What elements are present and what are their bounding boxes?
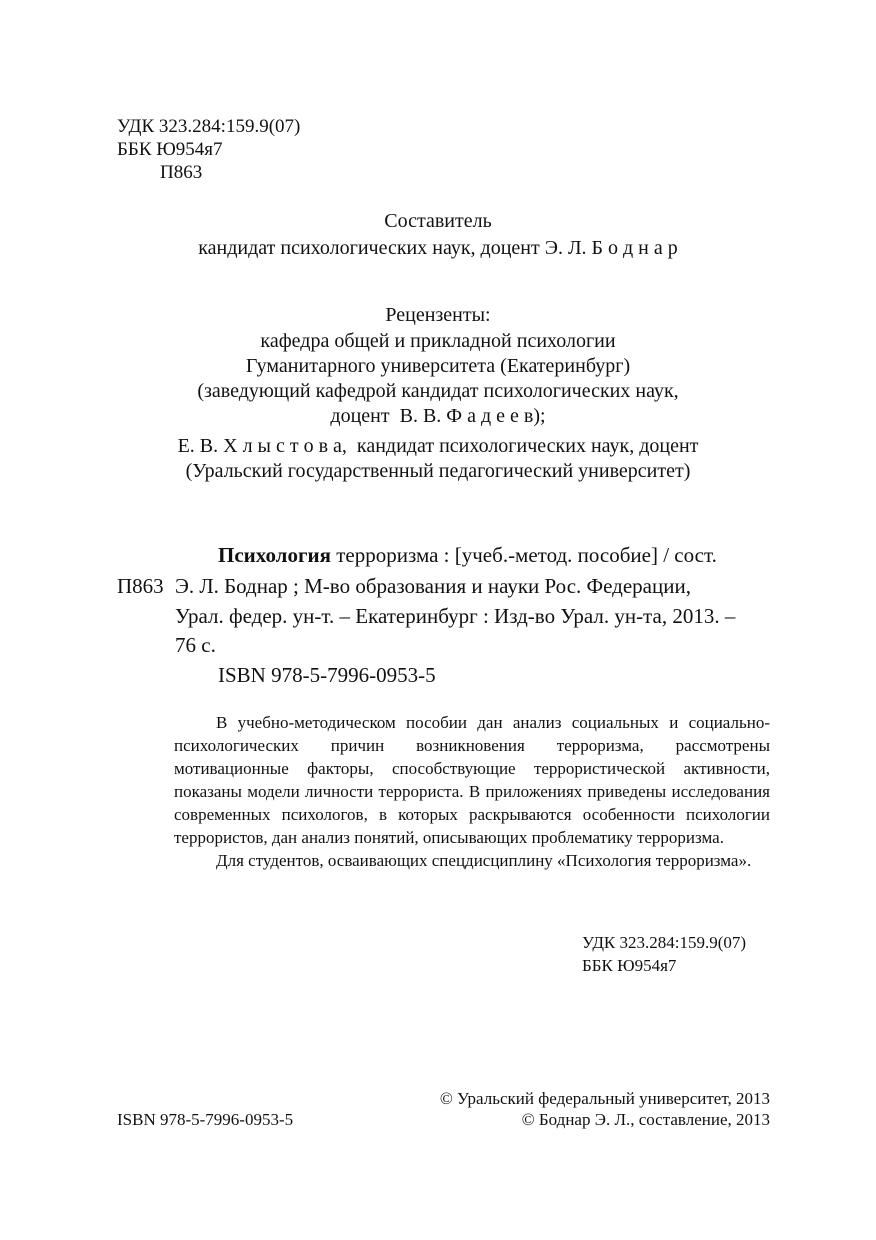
copyright-compiler: © Боднар Э. Л., составление, 2013 [521,1110,770,1129]
reviewer-line: Гуманитарного университета (Екатеринбург) [245,355,631,377]
bib-title-rest: терроризма : [учеб.-метод. пособие] / сост. [330,543,717,567]
reviewer-line: доцент В. В. Ф а д е е в); [330,405,546,427]
reviewer-line: кафедра общей и прикладной психологии [260,330,616,352]
bib-line-4: 76 с. [175,633,216,657]
reviewer-second-line: Е. В. Х л ы с т о в а, кандидат психологических наук, доцент [177,435,699,457]
bib-line-3: Урал. федер. ун-т. – Екатеринбург : Изд-во Урал. ун-та, 2013. – [175,604,736,628]
bib-isbn: ISBN 978-5-7996-0953-5 [218,663,436,687]
compiler-label: Составитель [384,210,492,232]
bib-line-1 [218,540,717,570]
reviewers-label: Рецензенты: [385,304,491,326]
footer-bbk-code: ББК Ю954я7 [582,956,677,975]
reviewer-second-line: (Уральский государственный педагогический университет) [185,460,691,482]
copyright-isbn: ISBN 978-5-7996-0953-5 [117,1110,294,1129]
udk-code: УДК 323.284:159.9(07) [117,116,301,137]
bib-title-bold: Психология [218,543,331,567]
copyright-university: © Уральский федеральный университет, 2013 [439,1089,770,1108]
bib-line-2: Э. Л. Боднар ; М-во образования и науки Рос. Федерации, [175,574,691,598]
author-mark: П863 [160,162,203,183]
footer-udk-code: УДК 323.284:159.9(07) [582,933,747,952]
abstract-paragraph: В учебно-методическом пособии дан анализ социальных и социально-психологических причин возникновения терроризма, рассмотрены мотивационные факторы, способствующие террористической активности, показаны модели личности террориста. В приложениях приведены исследования современных психологов, в которых раскрываются особенности психологии террористов, дан анализ понятий, описывающих проблематику терроризма. [174,713,770,847]
reviewer-line: (заведующий кафедрой кандидат психологических наук, [197,380,679,402]
abstract-block [174,711,770,872]
bib-mark: П863 [117,574,164,598]
bbk-code: ББК Ю954я7 [117,139,223,160]
compiler-text: кандидат психологических наук, доцент Э. Л. Б о д н а р [198,237,678,259]
abstract-paragraph: Для студентов, осваивающих спецдисциплину «Психология терроризма». [216,851,752,870]
